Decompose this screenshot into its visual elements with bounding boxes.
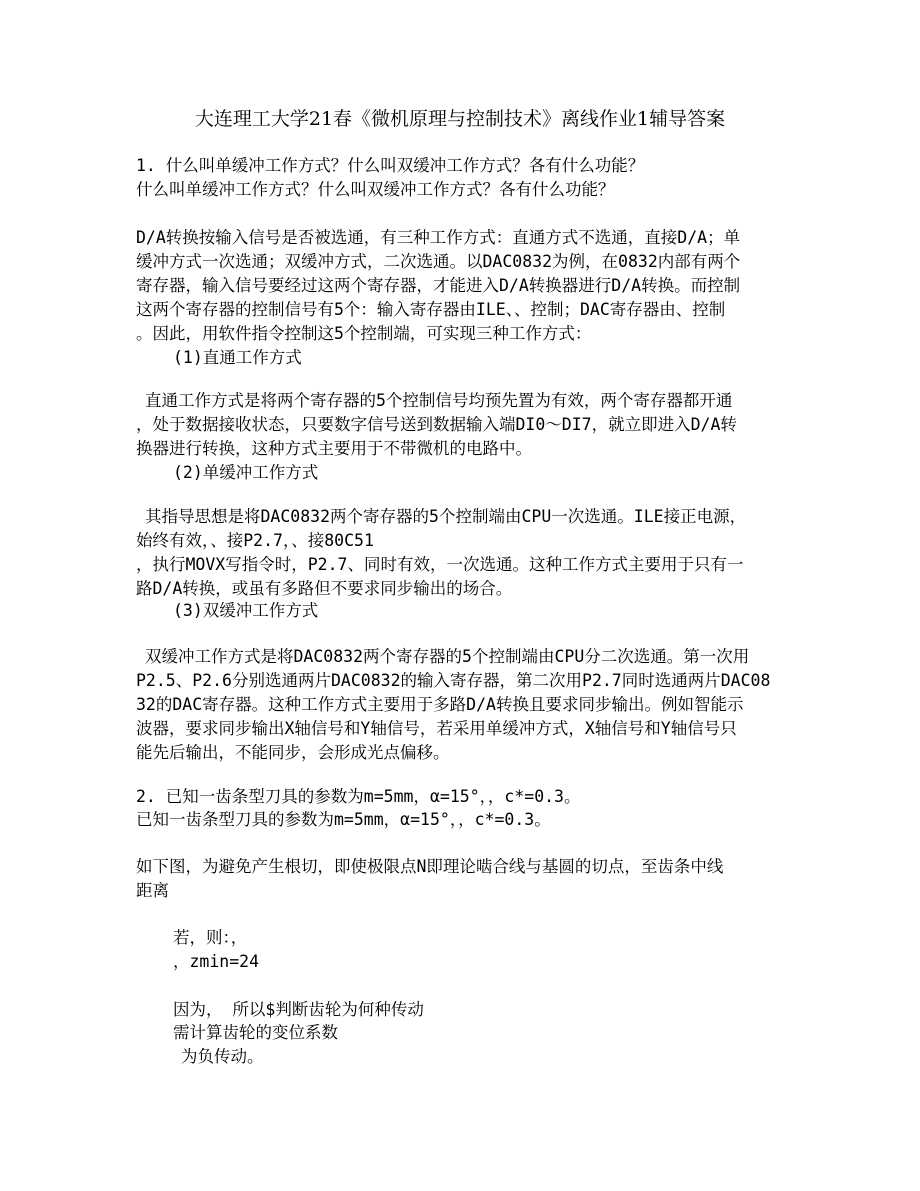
mode-3-line: 32的DAC寄存器。这种工作方式主要用于多路D/A转换且要求同步输出。例如智能示 — [136, 695, 744, 714]
mode-1-line: 直通工作方式是将两个寄存器的5个控制信号均预先置为有效，两个寄存器都开通 — [145, 391, 733, 410]
document-title: 大连理工大学21春《微机原理与控制技术》离线作业1辅导答案 — [194, 108, 726, 130]
question-2-repeat: 已知一齿条型刀具的参数为m=5mm，α=15°，，c*=0.3。 — [136, 810, 551, 829]
answer-1-line: 。因此，用软件指令控制这5个控制端，可实现三种工作方式： — [136, 324, 592, 343]
question-2: 2. 已知一齿条型刀具的参数为m=5mm，α=15°，，c*=0.3。 — [136, 787, 581, 806]
mode-2-line: ，执行MOVX写指令时，P2.7、同时有效，一次选通。这种工作方式主要用于只有一 — [136, 555, 744, 574]
mode-2-line: 其指导思想是将DAC0832两个寄存器的5个控制端由CPU一次选通。ILE接正电源， — [145, 507, 747, 526]
reason-line: 需计算齿轮的变位系数 — [173, 1023, 338, 1042]
answer-1-line: D/A转换按输入信号是否被选通，有三种工作方式：直通方式不选通，直接D/A；单 — [136, 228, 741, 247]
question-1: 1. 什么叫单缓冲工作方式？什么叫双缓冲工作方式？各有什么功能？ — [136, 156, 645, 175]
answer-1-line: 缓冲方式一次选通；双缓冲方式，二次选通。以DAC0832为例，在0832内部有两个 — [136, 252, 741, 271]
mode-3-heading: (3)双缓冲工作方式 — [173, 601, 319, 620]
formula-line: 若，则：， — [173, 928, 248, 947]
mode-3-line: 波器，要求同步输出X轴信号和Y轴信号，若采用单缓冲方式，X轴信号和Y轴信号只 — [136, 719, 737, 738]
formula-line: ，zmin=24 — [173, 952, 260, 971]
conclusion-line: 为负传动。 — [181, 1047, 264, 1066]
mode-2-heading: (2)单缓冲工作方式 — [173, 463, 319, 482]
mode-1-line: 换器进行转换，这种方式主要用于不带微机的电路中。 — [136, 439, 532, 458]
mode-1-line: ，处于数据接收状态，只要数字信号送到数据输入端DI0～DI7，就立即进入D/A转 — [136, 415, 737, 434]
reason-line: 因为， 所以$判断齿轮为何种传动 — [173, 1000, 424, 1019]
question-1-repeat: 什么叫单缓冲工作方式？什么叫双缓冲工作方式？各有什么功能？ — [136, 180, 615, 199]
mode-1-heading: (1)直通工作方式 — [173, 348, 302, 367]
answer-2-line: 如下图，为避免产生根切，即使极限点N即理论啮合线与基圆的切点，至齿条中线 — [136, 857, 724, 876]
mode-2-line: 路D/A转换，或虽有多路但不要求同步输出的场合。 — [136, 579, 513, 598]
answer-1-line: 这两个寄存器的控制信号有5个：输入寄存器由ILE、、控制；DAC寄存器由、控制 — [136, 300, 726, 319]
mode-3-line: 双缓冲工作方式是将DAC0832两个寄存器的5个控制端由CPU分二次选通。第一次用 — [145, 647, 750, 666]
mode-3-line: 能先后输出，不能同步，会形成光点偏移。 — [136, 743, 450, 762]
mode-3-line: P2.5、P2.6分别选通两片DAC0832的输入寄存器，第二次用P2.7同时选通两片DAC08 — [136, 671, 771, 690]
mode-2-line: 始终有效，、接P2.7，、接80C51 — [136, 531, 374, 550]
answer-1-line: 寄存器，输入信号要经过这两个寄存器，才能进入D/A转换器进行D/A转换。而控制 — [136, 276, 741, 295]
answer-2-line: 距离 — [136, 881, 169, 900]
